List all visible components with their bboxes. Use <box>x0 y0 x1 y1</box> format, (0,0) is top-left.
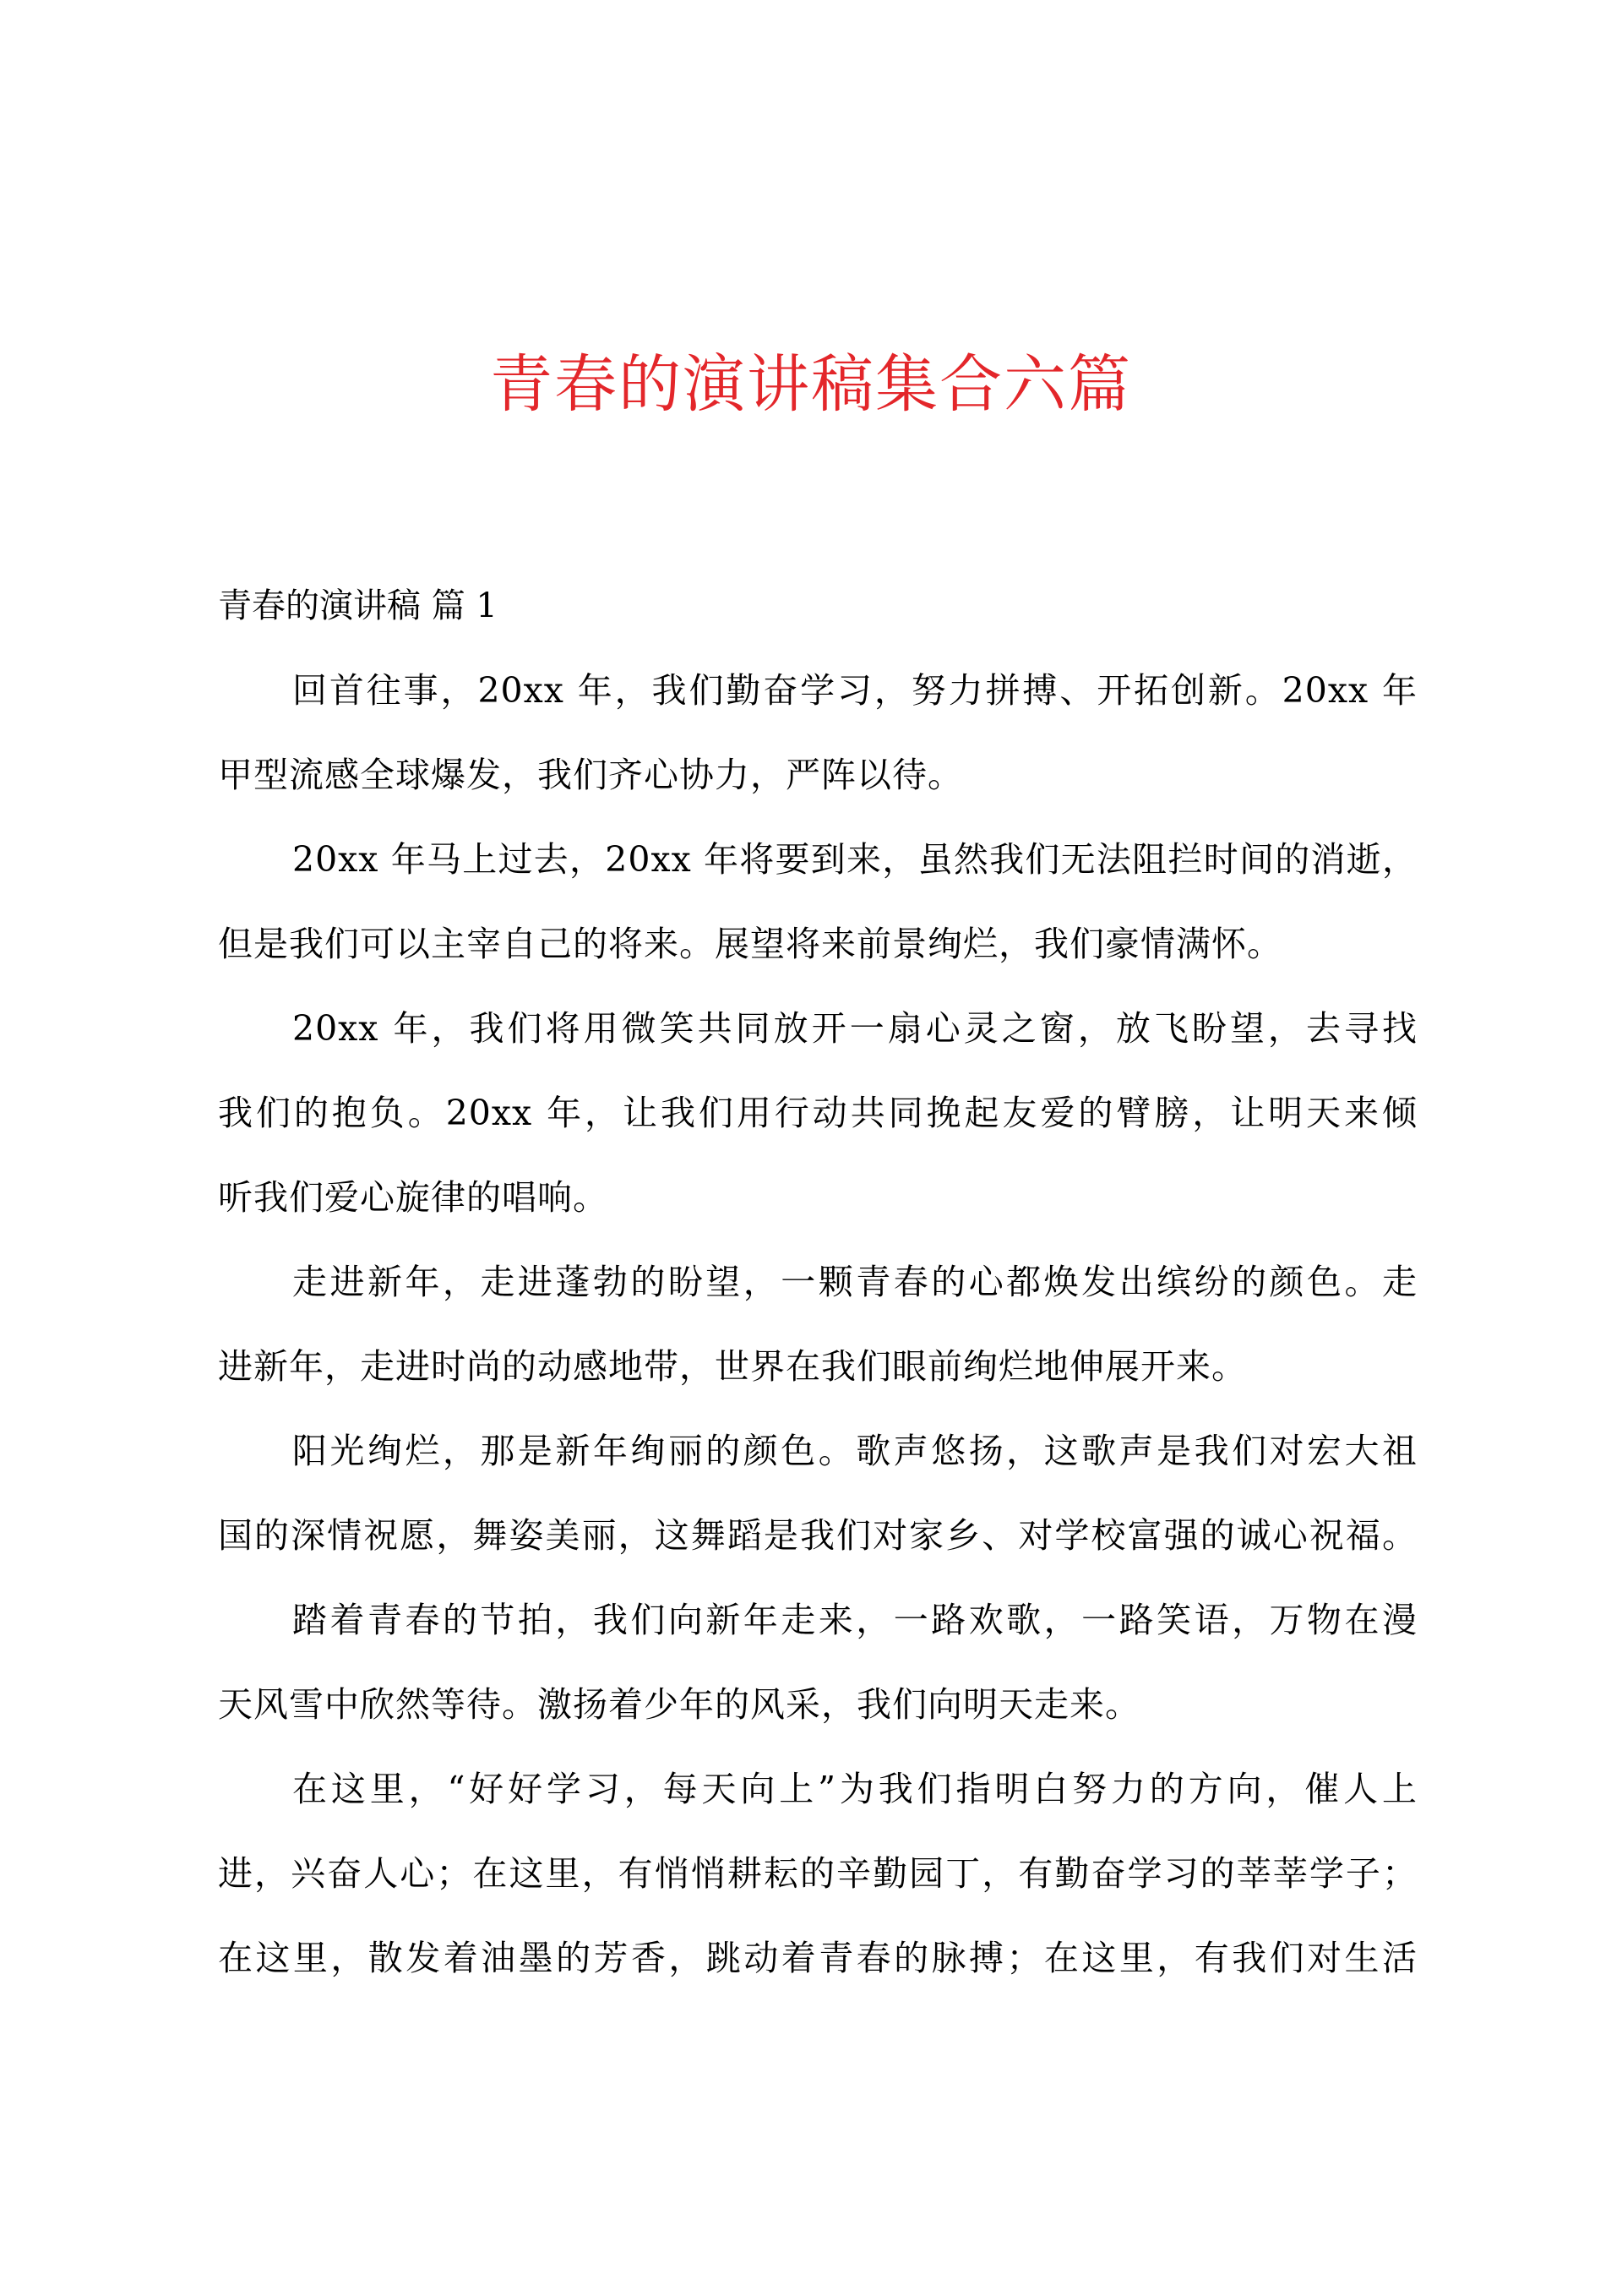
paragraph-line: 甲型流感全球爆发，我们齐心协力，严阵以待。 <box>218 755 963 795</box>
paragraph-line: 阳光绚烂，那是新年绚丽的颜色。歌声悠扬，这歌声是我们对宏大祖 <box>292 1431 1418 1471</box>
paragraph-line: 20xx 年，我们将用微笑共同放开一扇心灵之窗，放飞盼望，去寻找 <box>292 1008 1418 1049</box>
paragraph-line: 回首往事，20xx 年，我们勤奋学习，努力拼搏、开拓创新。20xx 年 <box>292 670 1418 711</box>
paragraph-line: 国的深情祝愿，舞姿美丽，这舞蹈是我们对家乡、对学校富强的诚心祝福。 <box>218 1515 1418 1556</box>
paragraph-line: 我们的抱负。20xx 年，让我们用行动共同挽起友爱的臂膀，让明天来倾 <box>218 1093 1418 1133</box>
paragraph-line: 但是我们可以主宰自己的将来。展望将来前景绚烂，我们豪情满怀。 <box>218 924 1282 964</box>
document-title: 青春的演讲稿集合六篇 <box>490 348 1132 421</box>
section-heading: 青春的演讲稿 篇 1 <box>218 586 498 625</box>
paragraph-line: 走进新年，走进蓬勃的盼望，一颗青春的心都焕发出缤纷的颜色。走 <box>292 1262 1418 1302</box>
paragraph-line: 20xx 年马上过去，20xx 年将要到来，虽然我们无法阻拦时间的消逝， <box>292 839 1418 880</box>
paragraph-line: 进新年，走进时尚的动感地带，世界在我们眼前绚烂地伸展开来。 <box>218 1346 1247 1387</box>
paragraph-line: 听我们爱心旋律的唱响。 <box>218 1177 608 1218</box>
paragraph-line: 天风雪中欣然等待。激扬着少年的风采，我们向明天走来。 <box>218 1684 1140 1725</box>
paragraph-line: 在这里，散发着油墨的芳香，跳动着青春的脉搏；在这里，有我们对生活 <box>218 1938 1418 1978</box>
paragraph-line: 进，兴奋人心；在这里，有悄悄耕耘的辛勤园丁，有勤奋学习的莘莘学子； <box>218 1853 1418 1894</box>
paragraph-line: 踏着青春的节拍，我们向新年走来，一路欢歌，一路笑语，万物在漫 <box>292 1600 1418 1640</box>
paragraph-line: 在这里，“好好学习，每天向上”为我们指明白努力的方向，催人上 <box>292 1769 1418 1809</box>
